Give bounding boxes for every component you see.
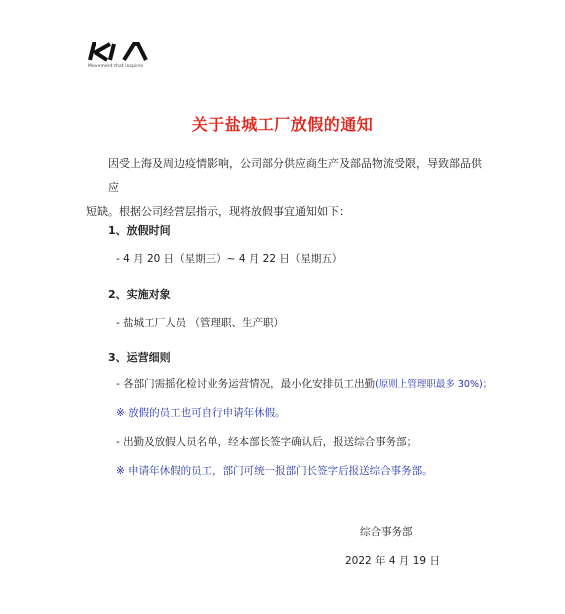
section-3-item-3: - 出勤及放假人员名单，经本部长签字确认后，报送综合事务部； — [116, 436, 418, 448]
intro-line-2: 短缺。根据公司经营层指示，现将放假事宜通知如下： — [86, 205, 350, 218]
section-3-item-1 — [116, 376, 492, 391]
section-2-heading: 2、实施对象 — [108, 288, 171, 301]
kia-logo — [88, 42, 158, 69]
section-3-item-1-main: - 各部门需摇化检讨业务运营情况，最小化安排员工出勤 — [116, 378, 376, 390]
section-3-item-1-note: (原则上管理职最多 30%)； — [375, 379, 493, 390]
notice-title: 关于盐城工厂放假的通知 — [191, 115, 374, 134]
intro-paragraph — [86, 152, 486, 224]
signature-department: 综合事务部 — [360, 526, 413, 538]
intro-line-1: 因受上海及周边疫情影响，公司部分供应商生产及部品物流受限，导致部品供应 — [108, 157, 482, 194]
section-3-heading: 3、运营细则 — [108, 351, 171, 364]
section-1-heading: 1、放假时间 — [108, 224, 171, 237]
section-1-item: - 4 月 20 日（星期三）~ 4 月 22 日（星期五） — [116, 253, 343, 265]
logo-tagline: Movement that inspires — [88, 64, 144, 69]
section-2-item: - 盐城工厂人员 （管理职、生产职） — [116, 317, 284, 329]
kia-wordmark-icon — [88, 42, 156, 62]
section-3-item-2: ※ 放假的员工也可自行申请年休假。 — [116, 407, 286, 419]
signature-date: 2022 年 4 月 19 日 — [345, 555, 440, 567]
section-3-item-4: ※ 申请年休假的员工，部门可统一报部门长签字后报送综合事务部。 — [116, 465, 433, 477]
